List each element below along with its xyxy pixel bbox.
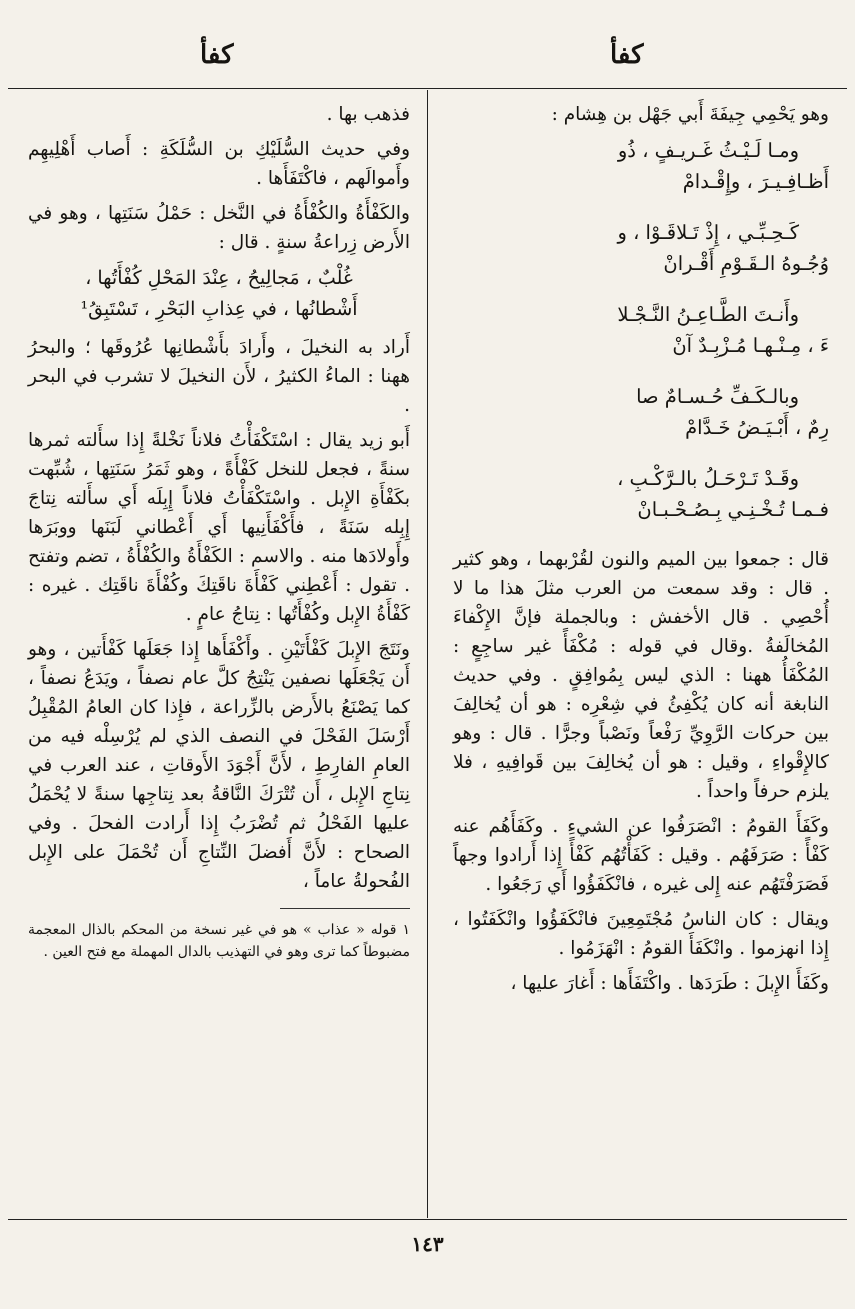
poem-line: كَـحِـبِّـي ، إِذْ تَـلاقَـوْا ، و bbox=[617, 221, 799, 244]
poem-line: وأَنـتَ الطَّـاعِـنُ النَّـجْـلا bbox=[617, 303, 799, 326]
poem-line: وبالـكَـفِّ حُـسـامٌ صا bbox=[636, 385, 799, 408]
poem-line: غُلْبٌ ، مَجالِيحُ ، عِنْدَ المَحْلِ كُفْأَتُها ، bbox=[85, 267, 353, 289]
footnote-separator bbox=[280, 908, 410, 909]
column-divider bbox=[427, 90, 428, 1218]
header-keyword-right: كفأ bbox=[610, 40, 644, 70]
right-paragraph: وكَفَأَ القومُ : انْصَرَفُوا عن الشيءِ . وكَفَأَهُم عنه كَفْأً : صَرَفَهُم . وقيل : كَفَأْتُهُم كَفْأً إِذا أَرادوا وجهاً فَصَرَفْتَهُم عنه إِلى غيره ، فانْكَفَؤُوا أَي رَجَعُوا . bbox=[453, 816, 829, 895]
poem-line: فـمـا تُـخْـنِـي بِـصُـحْـبـانْ bbox=[637, 498, 829, 521]
left-poem bbox=[28, 263, 410, 325]
poem-line: ومـا لَـيْـثُ غَـريـفٍ ، ذُو bbox=[617, 139, 799, 162]
left-paragraph: فذهب بها . bbox=[326, 104, 410, 125]
right-paragraph: قال : جمعوا بين الميم والنون لقُرْبهما ، وهو كثير . قال : وقد سمعت من العرب مثلَ هذا ما لا أُحْصِي . قال الأخفش : وبالجملة فإنَّ الإِكْفاءَ المُخالَفةُ .وقال في قوله : مُكْفَأً غير ساجِعٍ : المُكْفَأُ ههنا : الذي ليس بِمُوافِقٍ . وفي حديث النابغة أنه كان يُكْفِئُ في شِعْرِه : هو أن يُخالِفَ بين حركات الرَّوِيِّ رَفْعاً ونَصْباً وجرًّا . قال : وهو كالإِقْواءِ ، وقيل : هو أن يُخالِفَ بين قَوافِيهِ ، فلا يلزم حرفاً واحداً . bbox=[453, 549, 829, 802]
header-keyword-left: كفأ bbox=[200, 40, 234, 70]
poem-line: وُجُـوهُ الـقَـوْمِ أَقْـرانْ bbox=[663, 252, 829, 275]
left-paragraph: ونَتَجَ الإِبلَ كَفْأَتَيْنِ . وأَكْفَأَها إِذا جَعَلَها كَفْأَتين ، وهو أَن يَجْعَلَها نصفين يَنْتِجُ كلَّ عام نصفاً ، ويَدَعُ نصفاً ، كما يَصْنَعُ بالأَرض بالزِّراعة ، فإِذا كان العامُ المُقْبِلُ أَرْسَلَ الفَحْلَ في النصف الذي لم يُرْسِلْه فيه من العامِ الفارِطِ ، لأَنَّ أَجْوَدَ الأَوقاتِ ، عند العرب في نِتاجِ الإِبل ، أَن تُتْرَكَ النَّاقةُ بعد نِتاجِها سنةً لا يُحْمَلُ عليها الفَحْلُ ثم تُضْرَبُ إِذا أَرادت الفحلَ . وفي الصحاح : لأَنَّ أَفضلَ النِّتاجِ أَن تُحْمَلَ على الإِبل الفُحولةُ عاماً ، bbox=[28, 639, 410, 892]
right-paragraph: ويقال : كان الناسُ مُجْتَمِعِينَ فانْكَفَؤُوا وانْكَفَتُوا ، إِذا انهزموا . وانْكَفَأَ القومُ : انْهَزَمُوا . bbox=[453, 909, 829, 959]
right-paragraph: وكَفَأَ الإِبلَ : طَرَدَها . واكْتَفَأَها : أَغارَ عليها ، bbox=[510, 973, 829, 994]
left-paragraph: أَبو زيد يقال : اسْتَكْفَأْتُ فلاناً نَخْلةً إِذا سأَلته ثمرها سنةً ، فجعل للنخل كَفْأَةً ، وهو ثَمَرُ سَنَتِها ، شُبِّهت بكَفْأَةِ الإِبل . واسْتَكْفَأْتُ فلاناً إِبِلَه أَي سأَلته نِتاجَ إِبِله سَنَةً ، فأَكْفَأَنِيها أَي أَعْطاني لَبَنَها ووبَرَها وأَولادَها منه . والاسم : الكَفْأَةُ والكُفْأَةُ ، تضم وتفتح . تقول : أَعْطِني كَفْأَةَ ناقَتِكَ وكُفْأَةَ ناقَتِك . غيره : كَفْأَةُ الإِبل وكُفْأَتُها : نِتاجُ عامٍ . bbox=[28, 430, 410, 625]
left-column bbox=[28, 100, 410, 963]
right-poem bbox=[453, 135, 829, 525]
left-paragraph: والكَفْأَةُ والكُفْأَةُ في النَّخل : حَمْلُ سَنَتِها ، وهو في الأَرض زِراعةُ سنةٍ . قال : bbox=[28, 203, 410, 253]
poem-line: أَظـافِـيـرَ ، وإِقْـدامْ bbox=[682, 170, 829, 193]
right-intro: وهو يَحْمِي جِيفَةَ أَبي جَهْل بن هِشام : bbox=[551, 104, 829, 125]
footnote: ١ قوله « عذاب » هو في غير نسخة من المحكم بالذال المعجمة مضبوطاً كما ترى وهو في التهذيب بالدال المهملة مع فتح العين . bbox=[28, 922, 410, 960]
poem-line: أَشْطانُها ، في عِذابِ البَحْرِ ، تَسْتَبِقُ¹ bbox=[80, 298, 358, 320]
top-rule bbox=[8, 88, 847, 89]
page-number: ١٤٣ bbox=[411, 1232, 444, 1256]
poem-line: وقَـدْ تَـرْحَـلُ بالـرَّكْـبِ ، bbox=[617, 467, 799, 490]
right-column bbox=[453, 100, 829, 1004]
bottom-rule bbox=[8, 1219, 847, 1220]
left-paragraph: أَراد به النخيلَ ، وأَرادَ بأَشْطانِها عُرُوقَها ؛ والبحرُ ههنا : الماءُ الكثيرُ ، لأَن النخيلَ لا تشرب في البحر . bbox=[28, 337, 410, 416]
poem-line: رِمٌ ، أَبْـيَـضُ خَـدَّامْ bbox=[685, 416, 829, 439]
left-paragraph: وفي حديث السُّلَيْكِ بن السُّلَكَةِ : أَصاب أَهْلِيهِم وأَموالَهم ، فاكْتَفَأَها . bbox=[28, 139, 410, 189]
poem-line: ءَ ، مِـنْـهـا مُـزْبِـدٌ آنْ bbox=[672, 334, 829, 357]
